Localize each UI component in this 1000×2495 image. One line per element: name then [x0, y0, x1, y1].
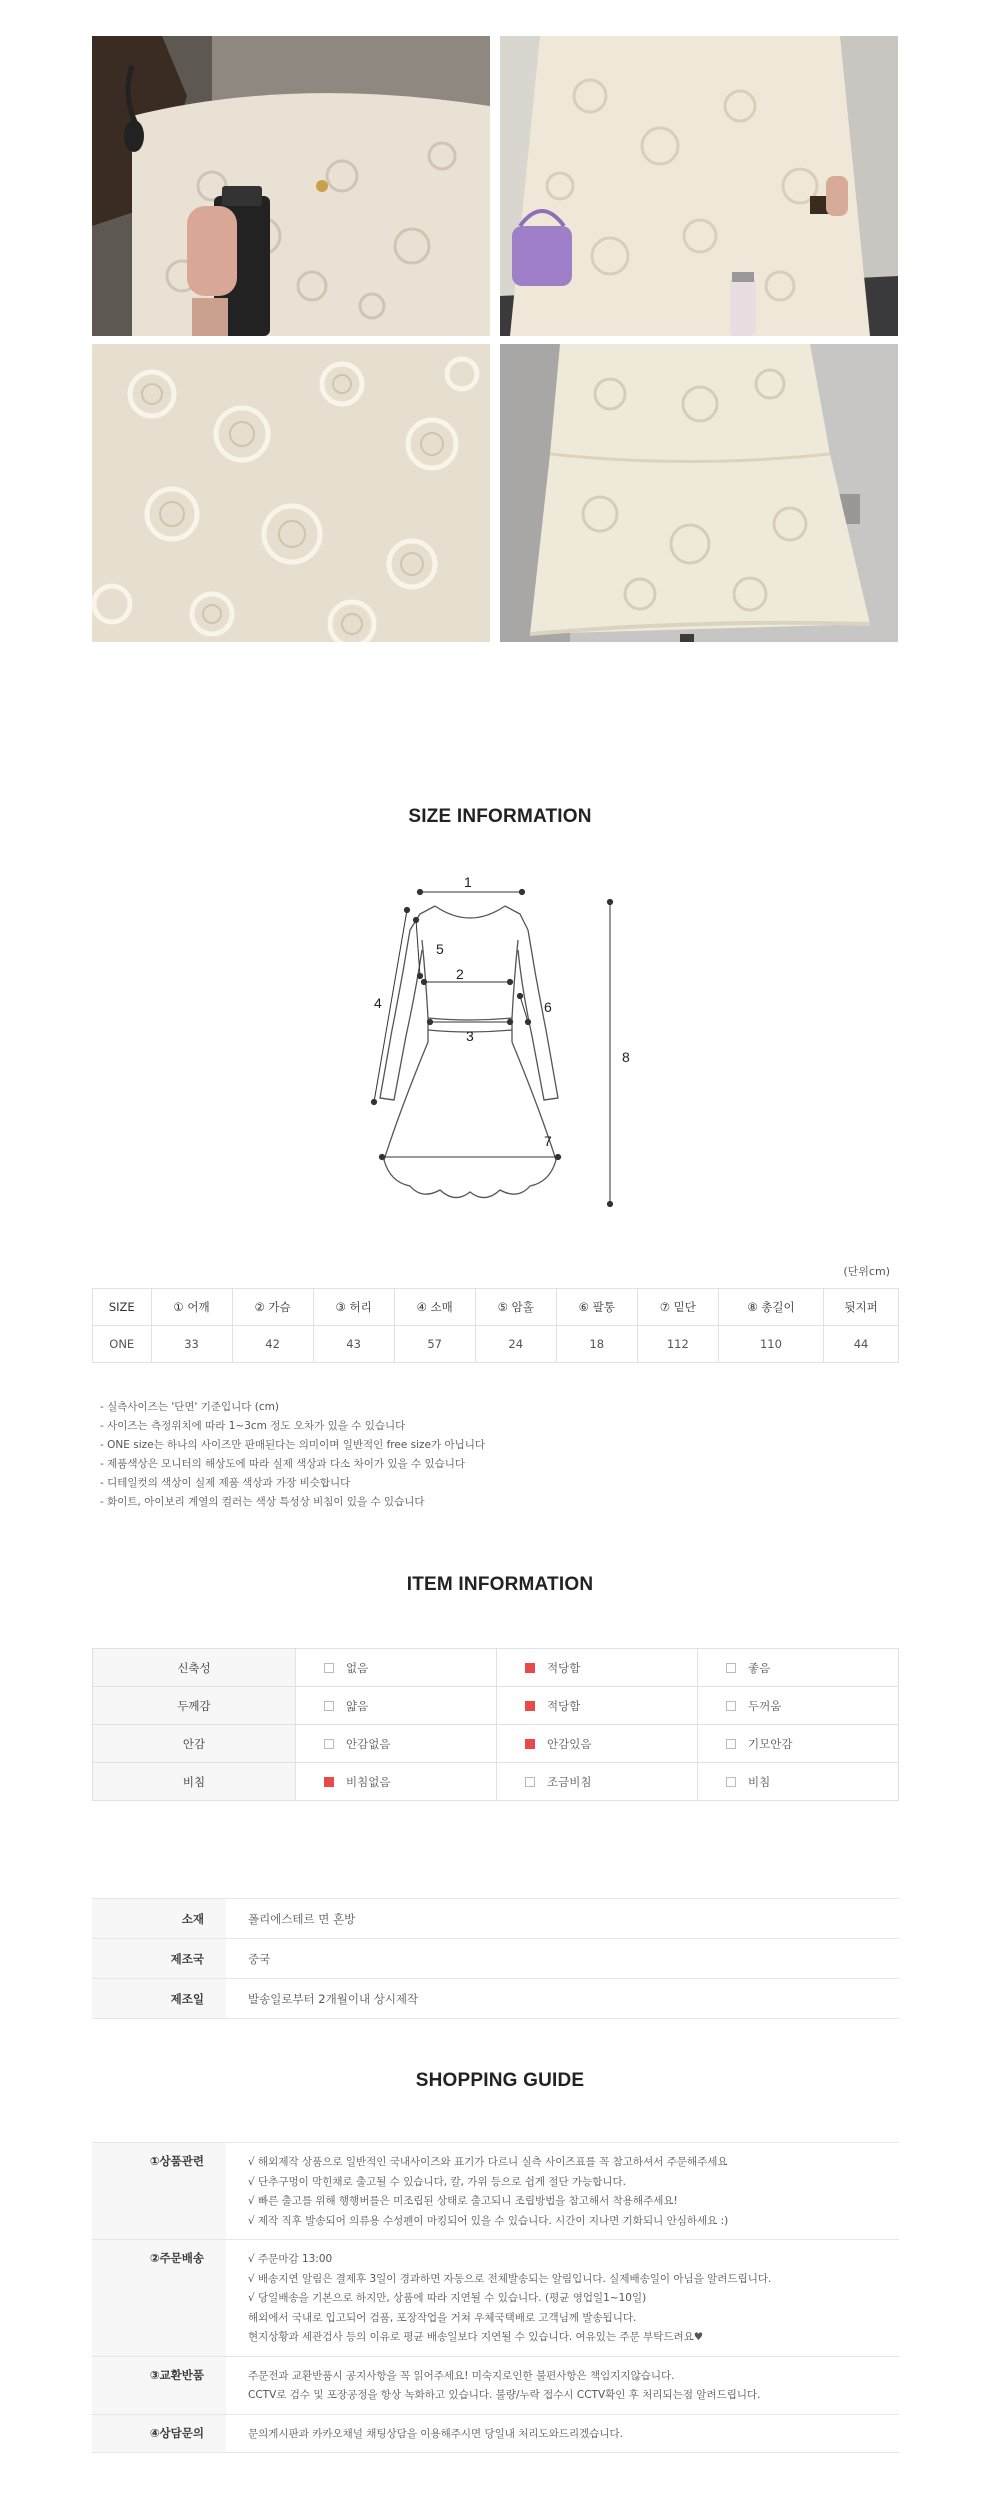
list-item: - 실측사이즈는 '단면' 기준입니다 (cm) — [100, 1401, 279, 1413]
size-information-title: SIZE INFORMATION — [408, 806, 592, 827]
size-header-cell: ① 어깨 — [151, 1289, 232, 1326]
size-header-cell: ② 가슴 — [232, 1289, 313, 1326]
table-row — [93, 1326, 899, 1363]
guide-key: ①상품관련 — [92, 2143, 226, 2239]
guide-line: √ 제작 직후 발송되어 의류용 수성펜이 마킹되어 있을 수 있습니다. 시간이 지나면 기화되니 안심하세요 :) — [248, 2214, 729, 2227]
item-option-label: 적당함 — [547, 1698, 581, 1713]
diagram-number-1: 1 — [464, 874, 472, 890]
guide-line: √ 배송지연 알림은 결제후 3일이 경과하면 자동으로 전체발송되는 알림입니다. 실제배송일이 아님을 알려드립니다. — [248, 2272, 772, 2285]
diagram-number-2: 2 — [456, 966, 464, 982]
product-photo-full-dress-bag — [500, 36, 898, 336]
diagram-number-5: 5 — [436, 941, 444, 957]
info-key: 소재 — [92, 1899, 226, 1939]
product-photo-lace-detail — [92, 344, 490, 642]
item-option — [698, 1725, 899, 1763]
item-option-label: 조금비침 — [547, 1774, 592, 1789]
item-option — [497, 1687, 698, 1725]
list-item: - 제품색상은 모니터의 해상도에 따라 실제 색상과 다소 차이가 있을 수 있습니다 — [100, 1458, 466, 1470]
table-row — [92, 1899, 899, 1939]
item-option-label: 좋음 — [748, 1660, 771, 1675]
item-option-label: 안감없음 — [346, 1736, 391, 1751]
item-option — [296, 1649, 497, 1687]
size-cell: 18 — [556, 1326, 637, 1363]
size-cell: 112 — [637, 1326, 718, 1363]
diagram-number-4: 4 — [374, 995, 382, 1011]
size-header-cell: ⑤ 암홀 — [475, 1289, 556, 1326]
guide-line: √ 주문마감 13:00 — [248, 2253, 333, 2265]
table-row — [93, 1649, 899, 1687]
checkbox-icon — [324, 1663, 334, 1673]
item-option-label: 얇음 — [346, 1698, 369, 1713]
list-item: - 디테일컷의 색상이 실제 제품 색상과 가장 비슷합니다 — [100, 1477, 351, 1489]
size-cell: 43 — [313, 1326, 394, 1363]
size-cell: 24 — [475, 1326, 556, 1363]
info-value: 발송일로부터 2개월이내 상시제작 — [248, 1991, 419, 2006]
table-row — [93, 1687, 899, 1725]
guide-line: √ 당일배송을 기본으로 하지만, 상품에 따라 지연될 수 있습니다. (평균 영업일1~10일) — [248, 2292, 647, 2304]
shopping-guide-title: SHOPPING GUIDE — [415, 2070, 585, 2091]
size-header-cell: ⑧ 총길이 — [718, 1289, 823, 1326]
size-table-header — [93, 1289, 899, 1326]
info-key: 제조국 — [92, 1939, 226, 1979]
size-cell: ONE — [93, 1326, 152, 1363]
guide-key: ④상담문의 — [92, 2415, 226, 2453]
size-cell: 44 — [824, 1326, 899, 1363]
checkbox-icon — [525, 1777, 535, 1787]
size-header-cell: ④ 소매 — [394, 1289, 475, 1326]
guide-line: 현지상황과 세관검사 등의 이유로 평균 배송일보다 지연될 수 있습니다. 여유있는 주문 부탁드려요♥ — [248, 2331, 704, 2343]
guide-line: 주문전과 교환반품시 공지사항을 꼭 읽어주세요! 미숙지로인한 불편사항은 책임지지않습니다. — [248, 2369, 675, 2382]
info-key: 제조일 — [92, 1979, 226, 2019]
dress-measurement-diagram — [360, 870, 640, 1220]
size-cell: 42 — [232, 1326, 313, 1363]
diagram-number-7: 7 — [544, 1133, 552, 1149]
checkbox-checked-icon — [525, 1701, 535, 1711]
checkbox-icon — [726, 1739, 736, 1749]
diagram-number-3: 3 — [466, 1028, 474, 1044]
item-attr-label: 두께감 — [93, 1687, 296, 1725]
item-option — [296, 1687, 497, 1725]
product-photo-skirt-hem — [500, 344, 898, 642]
product-photo-closeup-bottle — [92, 36, 490, 336]
checkbox-checked-icon — [525, 1663, 535, 1673]
size-unit-label: (단위cm) — [843, 1265, 890, 1278]
size-cell: 33 — [151, 1326, 232, 1363]
guide-body — [226, 2240, 899, 2356]
checkbox-icon — [324, 1701, 334, 1711]
guide-line: 문의게시판과 카카오채널 채팅상담을 이용해주시면 당일내 처리도와드리겠습니다. — [248, 2427, 624, 2440]
item-option-label: 없음 — [346, 1660, 369, 1675]
guide-line: 해외에서 국내로 입고되어 검품, 포장작업을 거쳐 우체국택배로 고객님께 발송됩니다. — [248, 2311, 637, 2324]
item-option-label: 안감있음 — [547, 1736, 592, 1751]
item-information-table — [92, 1648, 899, 1801]
product-info-table — [92, 1898, 899, 2019]
table-row — [92, 2415, 899, 2454]
table-row — [92, 2357, 899, 2415]
item-attr-label: 비침 — [93, 1763, 296, 1801]
size-header-cell: ③ 허리 — [313, 1289, 394, 1326]
item-option — [698, 1687, 899, 1725]
size-header-cell: SIZE — [93, 1289, 152, 1326]
size-notes — [100, 1398, 900, 1512]
guide-body — [226, 2415, 899, 2453]
checkbox-icon — [726, 1701, 736, 1711]
guide-body — [226, 2357, 899, 2414]
item-attr-label: 안감 — [93, 1725, 296, 1763]
item-option-label: 적당함 — [547, 1660, 581, 1675]
item-option-label: 비침없음 — [346, 1774, 391, 1789]
list-item: - 화이트, 아이보리 계열의 컬러는 색상 특성상 비침이 있을 수 있습니다 — [100, 1496, 425, 1508]
diagram-number-6: 6 — [544, 999, 552, 1015]
checkbox-checked-icon — [324, 1777, 334, 1787]
item-option — [497, 1725, 698, 1763]
size-cell: 57 — [394, 1326, 475, 1363]
item-option — [497, 1649, 698, 1687]
shopping-guide-table — [92, 2142, 899, 2453]
table-row — [92, 1939, 899, 1979]
table-row — [93, 1763, 899, 1801]
item-option — [296, 1725, 497, 1763]
guide-key: ②주문배송 — [92, 2240, 226, 2356]
table-row — [92, 1979, 899, 2019]
guide-line: √ 해외제작 상품으로 일반적인 국내사이즈와 표기가 다르니 실측 사이즈표를 꼭 참고하셔서 주문해주세요 — [248, 2156, 728, 2168]
list-item: - 사이즈는 측정위치에 따라 1~3cm 정도 오차가 있을 수 있습니다 — [100, 1420, 406, 1432]
table-row — [93, 1725, 899, 1763]
item-option-label: 비침 — [748, 1774, 771, 1789]
checkbox-icon — [726, 1663, 736, 1673]
item-option — [497, 1763, 698, 1801]
item-information-title: ITEM INFORMATION — [406, 1574, 594, 1595]
checkbox-icon — [324, 1739, 334, 1749]
size-cell: 110 — [718, 1326, 823, 1363]
guide-line: √ 빠른 출고를 위해 행행버를은 미조립된 상태로 출고되니 조립방법을 참고해서 착용해주세요! — [248, 2195, 678, 2207]
info-value: 폴리에스테르 면 혼방 — [248, 1911, 356, 1926]
item-option-label: 두꺼움 — [748, 1698, 782, 1713]
checkbox-checked-icon — [525, 1739, 535, 1749]
list-item: - ONE size는 하나의 사이즈만 판매된다는 의미이며 일반적인 free size가 아닙니다 — [100, 1439, 486, 1451]
product-photo-grid — [92, 36, 898, 642]
item-attr-label: 신축성 — [93, 1649, 296, 1687]
item-option-label: 기모안감 — [748, 1736, 793, 1751]
guide-body — [226, 2143, 899, 2239]
item-option — [698, 1649, 899, 1687]
size-header-cell: ⑦ 밑단 — [637, 1289, 718, 1326]
diagram-number-8: 8 — [622, 1049, 630, 1065]
size-header-cell: 뒷지퍼 — [824, 1289, 899, 1326]
guide-line: √ 단추구멍이 막힌채로 출고될 수 있습니다, 칼, 가위 등으로 쉽게 절단 가능합니다. — [248, 2175, 626, 2188]
checkbox-icon — [726, 1777, 736, 1787]
size-header-cell: ⑥ 팔통 — [556, 1289, 637, 1326]
item-option — [698, 1763, 899, 1801]
info-value: 중국 — [248, 1951, 271, 1966]
item-option — [296, 1763, 497, 1801]
table-row — [92, 2142, 899, 2240]
table-row — [92, 2240, 899, 2357]
guide-line: CCTV로 검수 및 포장공정을 항상 녹화하고 있습니다. 불량/누락 접수시 CCTV확인 후 처리되는점 알려드립니다. — [248, 2389, 761, 2401]
guide-key: ③교환반품 — [92, 2357, 226, 2414]
size-table — [92, 1288, 899, 1363]
